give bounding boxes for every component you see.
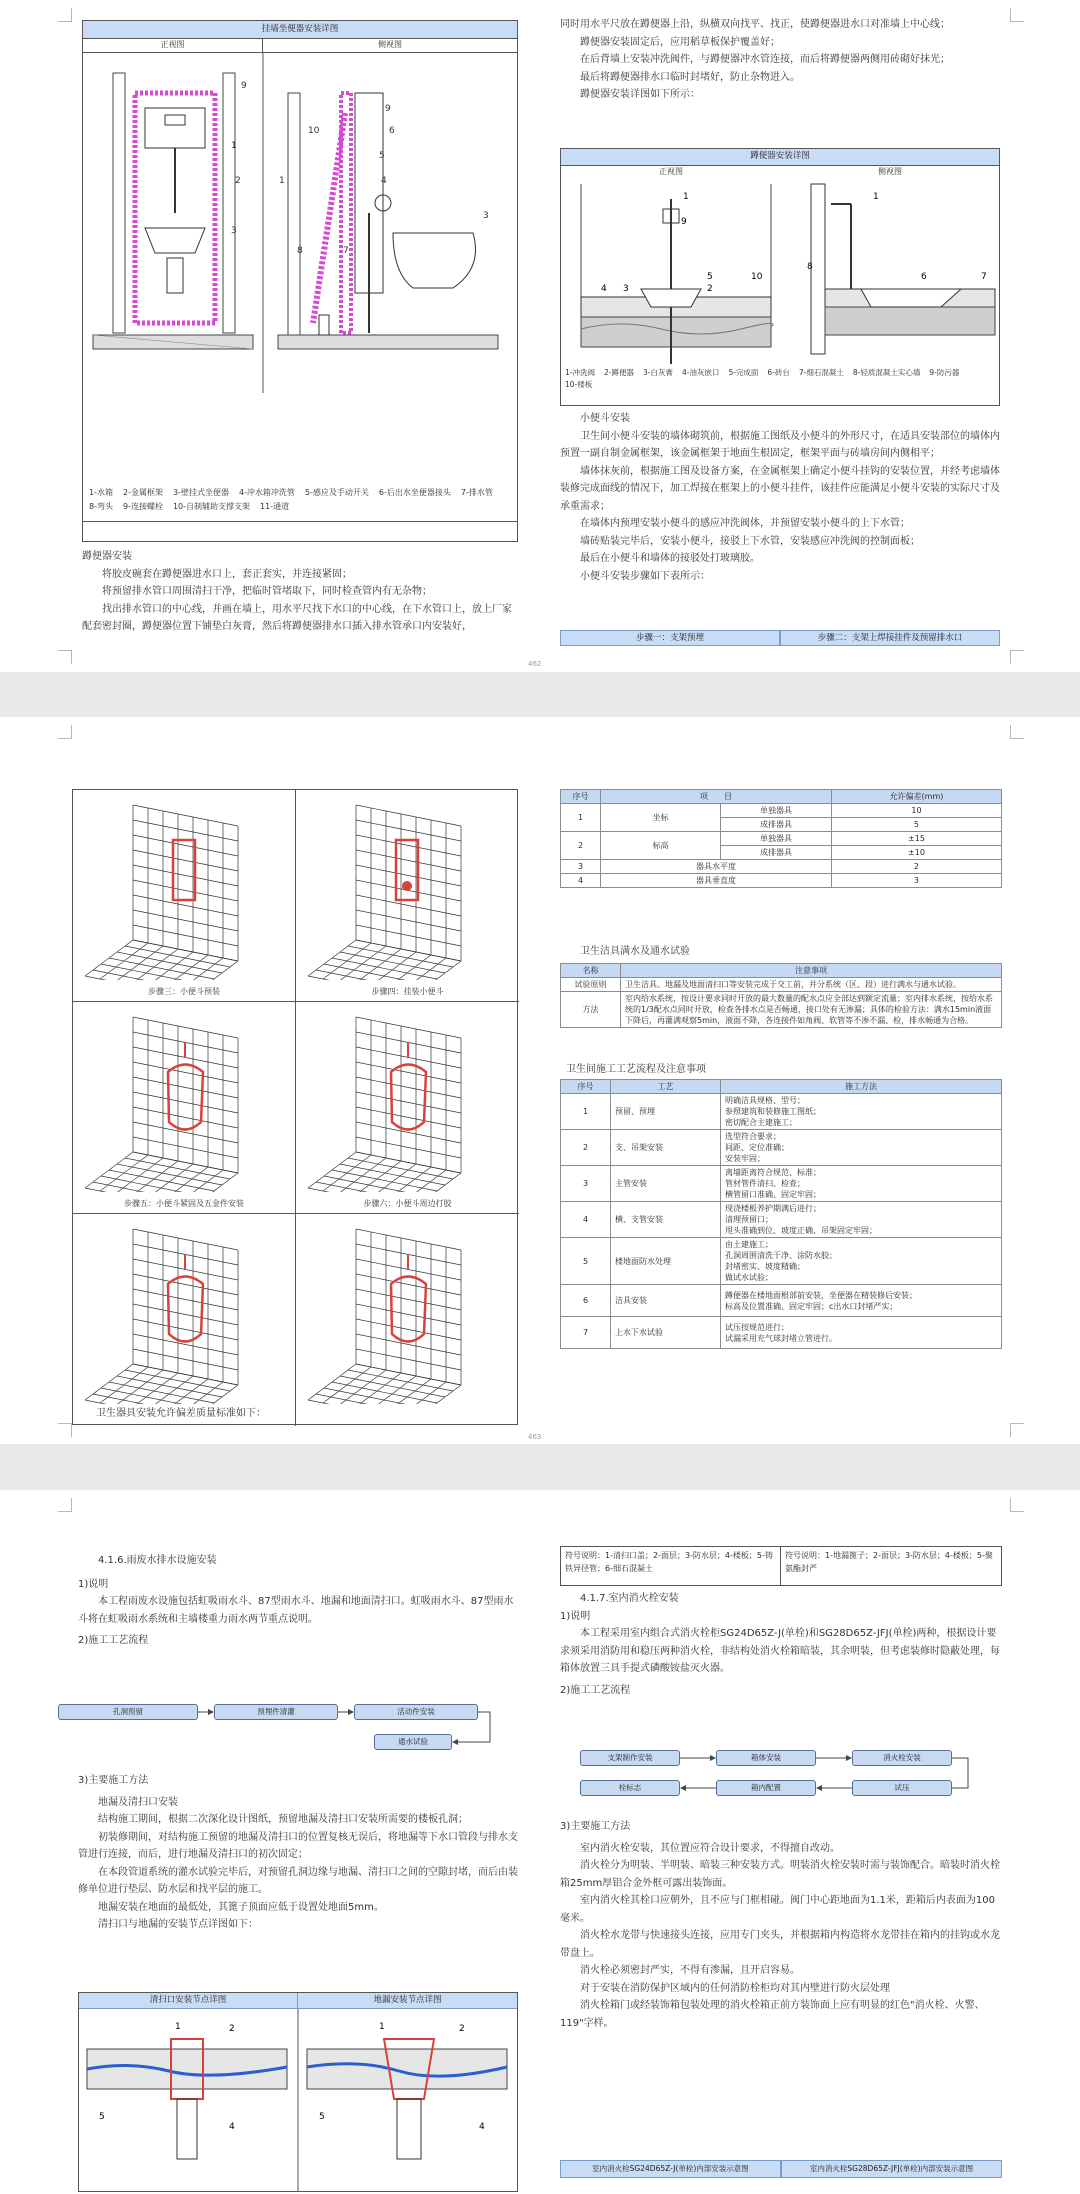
- col-header: 允许偏差(mm): [831, 790, 1001, 804]
- symbol-legend: [560, 1546, 1002, 1586]
- method-line: 由土建施工；: [725, 1240, 773, 1249]
- paragraph: 清扫口与地漏的安装节点详图如下：: [98, 1919, 258, 1930]
- legend-item: 2-蹲便器: [603, 368, 634, 377]
- table-row: [561, 1130, 1002, 1166]
- svg-text:10: 10: [751, 272, 763, 282]
- cell: 单独器具: [721, 832, 832, 846]
- svg-text:1: 1: [175, 2022, 181, 2032]
- diagram-label: 室内消火栓SG24D65Z-J(单栓)内部安装示意图: [560, 2160, 781, 2178]
- cell: 5: [561, 1238, 611, 1285]
- svg-text:2: 2: [229, 2024, 235, 2034]
- paragraph: 本工程雨废水设施包括虹吸雨水斗、87型雨水斗、地漏和地面清扫口。虹吸雨水斗、87型雨水斗将在虹吸雨水系统和主墙楼重力雨水两节重点说明。: [78, 1596, 514, 1625]
- wall-toilet-drawing: [83, 53, 517, 393]
- paragraph: 地漏安装在地面的最低处，其篦子顶面应低于设置处地面5mm。: [98, 1901, 384, 1913]
- col-header: 项 目: [601, 790, 832, 804]
- svg-text:9: 9: [681, 217, 687, 227]
- hydrant-diagram-header: [560, 2160, 1002, 2178]
- legend-left: 符号说明：1-清扫口盖；2-面层；3-防水层；4-楼板；5-铸铁异径管；6-细石混凝土: [561, 1547, 781, 1585]
- col-header: 施工方法: [721, 1080, 1002, 1094]
- legend-item: 10-自制辅助支撑支架: [172, 502, 251, 511]
- method-line: 密切配合主建施工；: [725, 1118, 797, 1127]
- paragraph: 同时用水平尺放在蹲便器上沿，纵横双向找平、找正，使蹲便器进水口对准墙上中心线；: [560, 19, 950, 30]
- svg-text:1: 1: [873, 192, 879, 202]
- drain-drawing: [79, 2009, 517, 2191]
- legend-item: 11-通道: [260, 502, 290, 511]
- legend-item: 5-感应及手动开关: [304, 488, 369, 497]
- paragraph: 在本段管道系统的灌水试验完毕后，对预留孔洞边缘与地漏、清扫口之间的空隙封堵，而后由装修单位进行垫层、防水层和找平层的施工。: [78, 1866, 518, 1895]
- drainage-methods: [78, 1772, 518, 1934]
- cell: 4: [561, 1202, 611, 1238]
- method-line: 试漏采用充气球封堵立管进行。: [725, 1333, 837, 1343]
- cell: 4: [561, 874, 601, 888]
- crop-mark: [1010, 8, 1024, 22]
- method-line: 甩头准确到位、坡度正确、吊架固定牢固；: [725, 1226, 877, 1235]
- urinal-step-cell: [296, 790, 519, 1002]
- page-number: 463: [528, 1433, 542, 1441]
- cell: 上水下水试验: [611, 1317, 721, 1349]
- flow-step: 预埋件清灌: [214, 1704, 338, 1720]
- tile-wall-drawing: [296, 1214, 519, 1404]
- table-row: [561, 860, 1002, 874]
- cell: 支、吊架安装: [611, 1130, 721, 1166]
- diagram-label: 室内消火栓SG28D65Z-JFJ(单栓)内部安装示意图: [781, 2160, 1002, 2178]
- step-caption: 步骤三：小便斗预装: [148, 987, 220, 996]
- subheading: 3)主要施工方法: [560, 1821, 631, 1832]
- page-2: [0, 717, 1080, 1444]
- left-text-block: [82, 548, 518, 636]
- right-text-block: [560, 16, 1000, 104]
- table-row: [561, 1285, 1002, 1317]
- legend-item: 3-壁挂式坐便器: [172, 488, 229, 497]
- cell: ±10: [831, 846, 1001, 860]
- svg-text:6: 6: [389, 126, 395, 136]
- flow-step: 支架制作安装: [580, 1750, 680, 1766]
- cell: 10: [831, 804, 1001, 818]
- method-line: 管材管件清扫、检查；: [725, 1179, 805, 1188]
- step-1-label: 步骤一：支架预埋: [560, 630, 780, 646]
- cell: 2: [561, 1130, 611, 1166]
- method-line: 离墙距离符合规范、标准；: [725, 1168, 821, 1177]
- legend-item: 9-防污器: [929, 368, 960, 377]
- paragraph: 蹲便器安装详图如下所示：: [580, 89, 700, 100]
- cell: 6: [561, 1285, 611, 1317]
- legend-item: 1-水箱: [89, 488, 113, 497]
- paragraph: 小便斗安装步骤如下表所示：: [580, 570, 710, 582]
- subheading: 1)说明: [78, 1578, 109, 1590]
- svg-text:4: 4: [381, 176, 387, 186]
- svg-text:4: 4: [229, 2122, 235, 2132]
- col-header: 名称: [561, 964, 621, 978]
- section-heading: 4.1.6.雨废水排水设施安装: [98, 1555, 217, 1566]
- svg-text:8: 8: [297, 246, 303, 256]
- urinal-step-cell: [73, 1214, 296, 1426]
- cell: [721, 1094, 1002, 1130]
- flow-step: 活动件安装: [354, 1704, 478, 1720]
- flow-step: 箱体安装: [716, 1750, 816, 1766]
- cell: 器具水平度: [601, 860, 832, 874]
- process-title: 卫生间施工工艺流程及注意事项: [566, 1064, 706, 1075]
- paragraph: 最后将蹲便器排水口临时封堵好，防止杂物进入。: [580, 71, 800, 83]
- subheading: 地漏及清扫口安装: [98, 1796, 178, 1808]
- hydrant-flowchart: [580, 1746, 980, 1806]
- legend-item: 4-油灰嵌口: [681, 368, 720, 377]
- legend-right: 符号说明：1-地漏篦子；2-面层；3-防水层；4-楼板；5-聚氨酯封严: [785, 1551, 993, 1573]
- cell: 预留、预埋: [611, 1094, 721, 1130]
- cell: [721, 1317, 1002, 1349]
- svg-text:1: 1: [231, 141, 237, 151]
- table-row: [561, 1238, 1002, 1285]
- drainage-section: [78, 1552, 518, 1650]
- page-3: [0, 1490, 1080, 2194]
- cell: [721, 1285, 1002, 1317]
- legend-item: 4-冲水箱冲洗管: [238, 488, 295, 497]
- cell: 1: [561, 804, 601, 832]
- step-2-label: 步骤二：支架上焊接挂件及预留排水口: [780, 630, 1000, 646]
- paragraph: 最后在小便斗和墙体的接驳处打玻璃胶。: [580, 553, 760, 564]
- cell: [721, 1238, 1002, 1285]
- col-header: 序号: [561, 790, 601, 804]
- squat-toilet-figure: [560, 148, 1000, 406]
- paragraph: 墙体抹灰前，根据施工图及设备方案，在金属框架上确定小便斗挂钩的安装位置，并经考虑墙体装修完成面线的情况下，加工焊接在框架上的小便斗挂件，该挂件应能满足小便斗安装的实际尺寸及承重需求；: [560, 465, 1000, 512]
- method-line: 现浇楼板养护期满后进行；: [725, 1204, 821, 1213]
- paragraph: 在墙体内预埋安装小便斗的感应冲洗阀体，并预留安装小便斗的上下水管；: [580, 518, 910, 529]
- view-front-label: 正视图: [659, 167, 683, 176]
- table-row: [561, 1166, 1002, 1202]
- cell: 楼地面防水处理: [611, 1238, 721, 1285]
- svg-text:9: 9: [385, 104, 391, 114]
- cell: 2: [831, 860, 1001, 874]
- urinal-step-cell: [73, 790, 296, 1002]
- subheading: 3)主要施工方法: [78, 1775, 149, 1786]
- subheading: 2)施工工艺流程: [560, 1684, 631, 1696]
- method-line: 横管留口准确、固定牢固；: [725, 1190, 821, 1199]
- svg-text:5: 5: [707, 272, 713, 282]
- cell: 卫生洁具、地漏及地面清扫口等安装完成于交工前，并分系统（区、段）进行满水与通水试验。: [621, 978, 1002, 992]
- hydrant-methods: [560, 1818, 1000, 2032]
- method-line: 标高及位置准确、固定牢固；c出水口封堵严实；: [725, 1301, 898, 1311]
- paragraph: 消火栓必须密封严实，不得有渗漏，且开启容易。: [580, 1965, 800, 1976]
- flow-step: 试压: [852, 1780, 952, 1796]
- figure-title: 蹲便器安装详图: [561, 149, 999, 166]
- cell: [721, 1166, 1002, 1202]
- figure-title: 清扫口安装节点详图: [79, 1993, 298, 2009]
- tolerance-intro: 卫生器具安装允许偏差质量标准如下：: [96, 1408, 266, 1419]
- paragraph: 在后背墙上安装冲洗阀件，与蹲便器冲水管连接，而后将蹲便器两侧用砖砌好抹光；: [580, 54, 950, 65]
- urinal-step-cell: [296, 1214, 519, 1426]
- tile-wall-drawing: [73, 790, 296, 980]
- legend-item: 1-冲洗阀: [565, 368, 595, 377]
- method-line: 间距、定位准确；: [725, 1143, 789, 1152]
- subheading: 1)说明: [560, 1610, 591, 1622]
- cell: 单独器具: [721, 804, 832, 818]
- legend-item: 7-排水管: [460, 488, 493, 497]
- urinal-steps-grid: [72, 789, 518, 1425]
- crop-mark: [58, 1423, 72, 1437]
- table-row: [561, 1202, 1002, 1238]
- heading-urinal: 小便斗安装: [580, 413, 630, 424]
- cell: 坐标: [601, 804, 721, 832]
- paragraph: 室内消火栓其栓口应朝外，且不应与门框相碰。阀门中心距地面为1.1米，距箱后内表面为100毫米。: [560, 1895, 995, 1924]
- tile-wall-drawing: [73, 1214, 296, 1404]
- cell: [721, 1130, 1002, 1166]
- legend-item: 10-楼板: [565, 380, 593, 389]
- cell: 1: [561, 1094, 611, 1130]
- urinal-step-cell: [296, 1002, 519, 1214]
- col-header: 工艺: [611, 1080, 721, 1094]
- table-row: [561, 1094, 1002, 1130]
- paragraph: 卫生间小便斗安装的墙体砌筑前，根据施工图纸及小便斗的外形尺寸，在适具安装部位的墙体内预置一副自制金属框架，该金属框架于地面生根固定，框架平面与砖墙房间内侧相平；: [560, 430, 1000, 459]
- table-row: [561, 978, 1002, 992]
- paragraph: 消火栓水龙带与快速接头连接，应用专门夹头，并根据箱内构造将水龙带挂在箱内的挂钩或水龙带盘上。: [560, 1930, 1000, 1959]
- method-line: 选型符合要求；: [725, 1132, 781, 1141]
- crop-mark: [1010, 1498, 1024, 1512]
- paragraph: 找出排水管口的中心线，并画在墙上，用水平尺找下水口的中心线，在下水管口上，放上厂家配套密封圈，蹲便器位置下铺垫白灰膏，然后将蹲便器排水口插入排水管承口内安装好，: [82, 603, 512, 632]
- cell: 5: [831, 818, 1001, 832]
- cell: 3: [561, 860, 601, 874]
- col-header: 注意事项: [621, 964, 1002, 978]
- tile-wall-drawing: [73, 1002, 296, 1192]
- method-line: 参照建筑和装修施工图纸；: [725, 1107, 821, 1116]
- method-line: 安装牢固；: [725, 1154, 765, 1163]
- wall-toilet-figure: [82, 20, 518, 542]
- svg-text:5: 5: [379, 151, 385, 161]
- crop-mark: [1010, 725, 1024, 739]
- tile-wall-drawing: [296, 790, 519, 980]
- paragraph: 消火栓分为明装、半明装、暗装三种安装方式。明装消火栓安装时需与装饰配合。暗装时消火栓箱25mm厚铝合金外框可露出装饰面。: [560, 1860, 1000, 1889]
- page-1: [0, 0, 1080, 672]
- table-row: [561, 992, 1002, 1028]
- svg-text:1: 1: [279, 176, 285, 186]
- method-line: 做试水试验；: [725, 1273, 773, 1282]
- section-heading: 4.1.7.室内消火栓安装: [580, 1593, 679, 1604]
- urinal-text-block: [560, 410, 1000, 585]
- table-row: [561, 804, 1002, 818]
- svg-text:3: 3: [483, 211, 489, 221]
- method-line: 明确洁具规格、型号；: [725, 1096, 805, 1105]
- svg-text:7: 7: [981, 272, 987, 282]
- method-line: 试压按规范进行；: [725, 1322, 789, 1332]
- figure-legend: [89, 486, 509, 514]
- cell: 主管安装: [611, 1166, 721, 1202]
- table-row: [561, 874, 1002, 888]
- method-line: 孔洞周围清洗干净、涂防水胶；: [725, 1251, 837, 1260]
- cell: ±15: [831, 832, 1001, 846]
- paragraph: 初装修期间，对结构施工预留的地漏及清扫口的位置复核无误后，将地漏等下水口管段与排水支管进行连接，而后，进行地漏及清扫口的初次固定；: [78, 1831, 518, 1860]
- paragraph: 本工程采用室内组合式消火栓柜SG24D65Z-J(单栓)和SG28D65Z-JFJ(单栓)两种，根据设计要求须采用消防用和稳压两种消火栓，非结构处消火栓箱暗装，其余明装，但考虑装修时隐蔽处理，每箱体放置三具手提式磷酸铵盐灭火器。: [560, 1628, 1000, 1674]
- legend-item: 3-白灰膏: [642, 368, 673, 377]
- flow-step: 孔洞预留: [58, 1704, 198, 1720]
- flow-step: 栓标志: [580, 1780, 680, 1796]
- figure-title: 地漏安装节点详图: [298, 1993, 517, 2009]
- cell: 试验原则: [561, 978, 621, 992]
- tolerance-table: [560, 789, 1002, 888]
- view-side-label: 侧视图: [878, 167, 902, 176]
- flow-step: 通水试验: [374, 1734, 452, 1750]
- crop-mark: [1010, 1423, 1024, 1437]
- svg-text:7: 7: [343, 246, 349, 256]
- svg-text:9: 9: [241, 81, 247, 91]
- legend-item: 2-金属框架: [122, 488, 163, 497]
- svg-text:2: 2: [459, 2024, 465, 2034]
- cell: 3: [831, 874, 1001, 888]
- flow-step: 箱内配置: [716, 1780, 816, 1796]
- paragraph: 将胶皮碗套在蹲便器进水口上，套正套实，并连接紧固；: [102, 568, 352, 580]
- tile-wall-drawing: [296, 1002, 519, 1192]
- cell: 器具垂直度: [601, 874, 832, 888]
- table-row: [561, 1317, 1002, 1349]
- svg-text:3: 3: [231, 226, 237, 236]
- cell: 横、支管安装: [611, 1202, 721, 1238]
- svg-text:8: 8: [807, 262, 813, 272]
- drain-figures: [78, 1992, 518, 2192]
- legend-item: 5-完成面: [728, 368, 759, 377]
- legend-item: 9-连接螺栓: [122, 502, 163, 511]
- legend-item: 6-砖台: [767, 368, 790, 377]
- figure-legend: [565, 367, 995, 391]
- svg-text:10: 10: [308, 126, 320, 136]
- method-line: 蹲便器在楼地面根部前安装，坐便器在精装修后安装；: [725, 1290, 917, 1300]
- legend-item: 8-轻质混凝土实心墙: [852, 368, 921, 377]
- heading-squat-toilet: 蹲便器安装: [82, 551, 132, 562]
- col-header: 序号: [561, 1080, 611, 1094]
- svg-text:6: 6: [921, 272, 927, 282]
- crop-mark: [58, 725, 72, 739]
- crop-mark: [1010, 650, 1024, 664]
- water-test-table: [560, 963, 1002, 1028]
- svg-text:2: 2: [235, 176, 241, 186]
- paragraph: 蹲便器安装固定后，应用稻草板保护覆盖好；: [580, 36, 780, 48]
- svg-text:5: 5: [99, 2112, 105, 2122]
- view-front-label: 正视图: [83, 39, 263, 52]
- crop-mark: [58, 1498, 72, 1512]
- view-side-label: 侧视图: [378, 40, 402, 49]
- method-line: 封堵密实、坡度精确；: [725, 1262, 805, 1271]
- svg-text:2: 2: [707, 284, 713, 294]
- legend-item: 6-后出水坐便器接头: [378, 488, 451, 497]
- crop-mark: [58, 8, 72, 22]
- table-row: [561, 832, 1002, 846]
- flow-step: 消火栓安装: [852, 1750, 952, 1766]
- cell: [721, 1202, 1002, 1238]
- cell: 室内给水系统，按设计要求同时开放的最大数量的配水点应全部达到额定流量；室内排水系统，按给水系统的1/3配水点同时开放，检查各排水点是否畅通，接口处有无渗漏；具体的检验方法：满水15min液面下降后，再灌满观察5min，液面不降，各连接件如角阀、软管等不渗不漏、检，排水畅通为合格。: [621, 992, 1002, 1028]
- step-caption: 步骤四：挂装小便斗: [371, 987, 444, 996]
- urinal-step-cell: [73, 1002, 296, 1214]
- svg-text:3: 3: [623, 284, 629, 294]
- crop-mark: [58, 650, 72, 664]
- paragraph: 消火栓箱门或经装饰箱包装处理的消火栓箱正前方装饰面上应有明显的红色"消火栓、火警、119"字样。: [560, 2000, 985, 2029]
- cell: 成排器具: [721, 818, 832, 832]
- figure-title: 挂墙坐便器安装详图: [83, 21, 517, 39]
- cell: 3: [561, 1166, 611, 1202]
- legend-item: 7-细石混凝土: [798, 368, 844, 377]
- legend-item: 8-弯头: [89, 502, 113, 511]
- drainage-flowchart: [58, 1700, 498, 1760]
- paragraph: 将预留排水管口周围清扫干净，把临时管堵取下，同时检查管内有无杂物；: [102, 586, 432, 597]
- svg-text:4: 4: [601, 284, 607, 294]
- page-number: 462: [528, 660, 542, 668]
- paragraph: 室内消火栓安装，其位置应符合设计要求，不得擅自改动。: [580, 1842, 840, 1854]
- cell: 2: [561, 832, 601, 860]
- subheading: 2)施工工艺流程: [78, 1635, 149, 1646]
- step-caption: 步骤六：小便斗周边打胶: [363, 1199, 452, 1208]
- svg-text:1: 1: [683, 192, 689, 202]
- cell: 7: [561, 1317, 611, 1349]
- process-table: [560, 1079, 1002, 1349]
- svg-text:1: 1: [379, 2022, 385, 2032]
- method-line: 清理预留口；: [725, 1215, 773, 1224]
- hydrant-section: [560, 1590, 1000, 1699]
- paragraph: 墙砖贴装完毕后，安装小便斗，接驳上下水管，安装感应冲洗阀的控制面板；: [580, 535, 920, 547]
- paragraph: 对于安装在消防保护区域内的任何消防栓柜均对其内壁进行防火层处理: [580, 1982, 890, 1994]
- paragraph: 结构施工期间，根据二次深化设计图纸，预留地漏及清扫口安装所需要的楼板孔洞；: [98, 1814, 468, 1825]
- test-title: 卫生洁具满水及通水试验: [580, 946, 690, 957]
- squat-toilet-drawing: [561, 179, 999, 369]
- step-caption: 步骤五：小便斗紧固及五金件安装: [124, 1199, 244, 1208]
- cell: 标高: [601, 832, 721, 860]
- steps-header: [560, 630, 1000, 646]
- cell: 方法: [561, 992, 621, 1028]
- cell: 洁具安装: [611, 1285, 721, 1317]
- cell: 成排器具: [721, 846, 832, 860]
- svg-text:5: 5: [319, 2112, 325, 2122]
- svg-text:4: 4: [479, 2122, 485, 2132]
